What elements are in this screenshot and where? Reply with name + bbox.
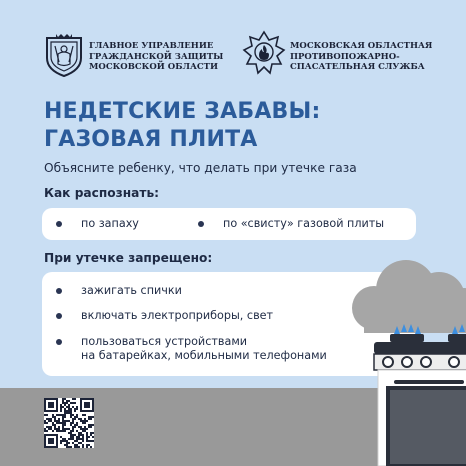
bullet-dot: [56, 221, 62, 227]
list-item-text: [81, 309, 273, 323]
title-line: НЕДЕТСКИЕ ЗАБАВЫ:: [44, 99, 321, 124]
org-line: МОСКОВСКАЯ ОБЛАСТНАЯ: [290, 41, 433, 51]
list-item-text: [81, 284, 182, 298]
list-item-text: [81, 335, 327, 363]
page-title: [44, 98, 321, 154]
list-item-text: по «свисту» газовой плиты: [223, 217, 385, 230]
org-line: МОСКОВСКОЙ ОБЛАСТИ: [89, 62, 219, 72]
org-name-civil-defense: [89, 41, 223, 73]
bullet-dot: [56, 288, 62, 294]
subtitle: Объясните ребенку, что делать при утечке газа: [44, 161, 357, 175]
org-name-fire-rescue: [290, 41, 432, 73]
list-item-line: включать электроприборы, свет: [81, 309, 274, 322]
fire-service-emblem-icon: [242, 30, 286, 78]
org-line: ГРАЖДАНСКОЙ ЗАЩИТЫ: [89, 51, 224, 62]
bullet-dot: [56, 313, 62, 319]
emblem-icon: [44, 32, 84, 78]
org-line: СПАСАТЕЛЬНАЯ СЛУЖБА: [290, 62, 425, 72]
bullet-dot: [198, 221, 204, 227]
gas-stove: [344, 250, 466, 466]
org-line: ГЛАВНОЕ УПРАВЛЕНИЕ: [89, 41, 214, 51]
title-line: ГАЗОВАЯ ПЛИТА: [44, 127, 258, 152]
list-item-line: на батарейках, мобильными телефонами: [81, 349, 327, 362]
recognize-heading: Как распознать:: [44, 186, 160, 200]
list-item-line: пользоваться устройствами: [81, 335, 248, 348]
smoke-cloud: [352, 260, 466, 333]
qr-code[interactable]: [44, 398, 94, 448]
forbidden-heading: При утечке запрещено:: [44, 251, 213, 265]
org-line: ПРОТИВОПОЖАРНО-: [290, 51, 400, 62]
bullet-dot: [56, 339, 62, 345]
list-item-text: по запаху: [81, 217, 139, 230]
recognize-card: [42, 208, 416, 240]
list-item-line: зажигать спички: [81, 284, 182, 297]
